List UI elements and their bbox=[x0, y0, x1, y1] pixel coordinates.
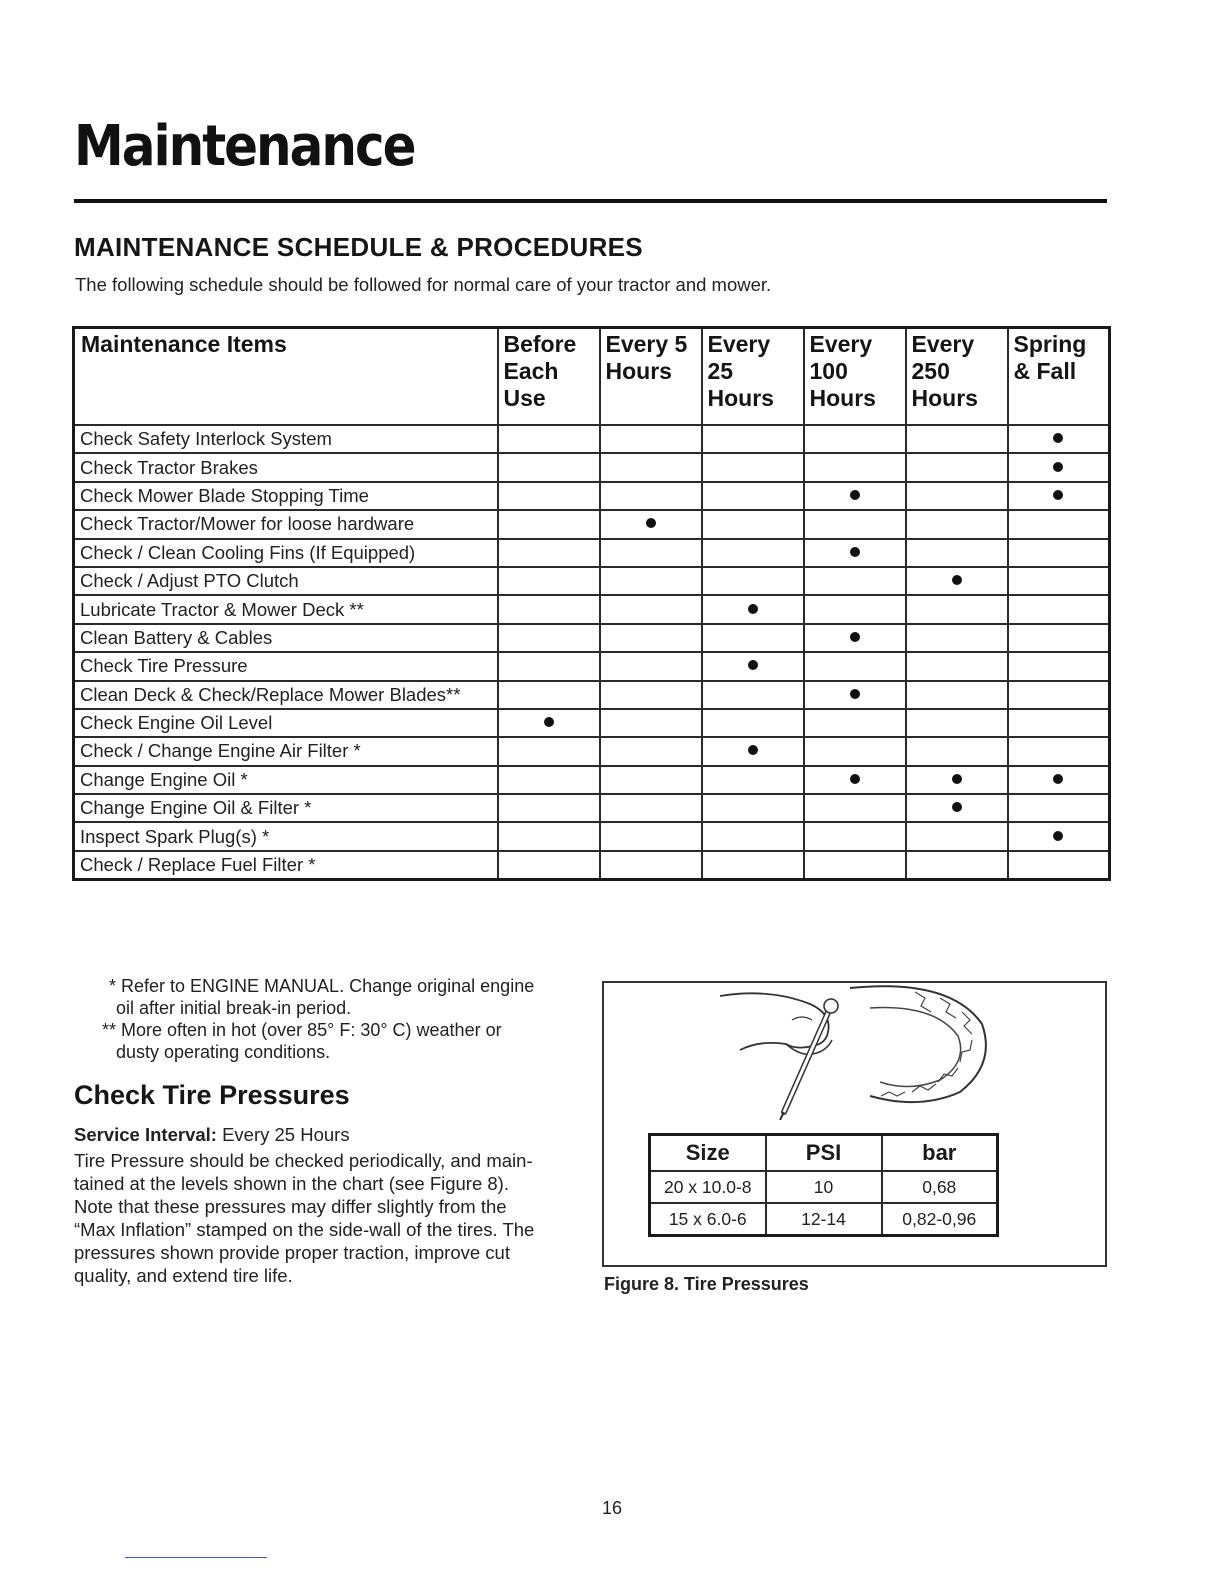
schedule-cell bbox=[1008, 681, 1110, 709]
schedule-cell bbox=[1008, 709, 1110, 737]
schedule-cell bbox=[1008, 652, 1110, 680]
pressure-cell: 0,82-0,96 bbox=[882, 1203, 998, 1236]
column-header-interval bbox=[906, 328, 1008, 426]
column-header-interval bbox=[600, 328, 702, 426]
schedule-cell bbox=[804, 567, 906, 595]
footnote-symbol: ** bbox=[101, 1020, 116, 1040]
column-header-line: Every bbox=[809, 331, 873, 357]
schedule-cell bbox=[600, 681, 702, 709]
pressure-cell: 20 x 10.0-8 bbox=[650, 1171, 766, 1203]
column-header-interval bbox=[702, 328, 804, 426]
schedule-cell bbox=[702, 624, 804, 652]
column-header-interval bbox=[804, 328, 906, 426]
footnote-double-star bbox=[74, 1019, 502, 1063]
maintenance-item: Lubricate Tractor & Mower Deck ** bbox=[74, 595, 498, 623]
column-header-line: Use bbox=[503, 385, 546, 411]
tire-pressure-heading: Check Tire Pressures bbox=[74, 1080, 350, 1110]
schedule-mark-bullet bbox=[544, 717, 554, 727]
schedule-row bbox=[74, 794, 1110, 822]
schedule-cell bbox=[804, 425, 906, 453]
schedule-cell bbox=[1008, 482, 1110, 510]
schedule-cell bbox=[1008, 794, 1110, 822]
pressure-row bbox=[650, 1171, 998, 1203]
schedule-cell bbox=[498, 567, 600, 595]
schedule-cell bbox=[702, 737, 804, 765]
schedule-cell bbox=[906, 681, 1008, 709]
schedule-cell bbox=[906, 766, 1008, 794]
schedule-row bbox=[74, 652, 1110, 680]
maintenance-item: Check Tractor/Mower for loose hardware bbox=[74, 510, 498, 538]
schedule-row bbox=[74, 510, 1110, 538]
schedule-cell bbox=[906, 851, 1008, 880]
schedule-mark-bullet bbox=[850, 689, 860, 699]
maintenance-item: Check Engine Oil Level bbox=[74, 709, 498, 737]
schedule-row bbox=[74, 567, 1110, 595]
schedule-cell bbox=[804, 595, 906, 623]
schedule-cell bbox=[1008, 425, 1110, 453]
schedule-cell bbox=[702, 766, 804, 794]
schedule-mark-bullet bbox=[850, 774, 860, 784]
schedule-cell bbox=[702, 681, 804, 709]
schedule-mark-bullet bbox=[850, 632, 860, 642]
schedule-cell bbox=[906, 482, 1008, 510]
section-heading: MAINTENANCE SCHEDULE & PROCEDURES bbox=[74, 232, 643, 262]
schedule-cell bbox=[600, 539, 702, 567]
schedule-row bbox=[74, 737, 1110, 765]
schedule-cell bbox=[906, 595, 1008, 623]
schedule-cell bbox=[804, 681, 906, 709]
schedule-cell bbox=[498, 822, 600, 850]
schedule-cell bbox=[906, 453, 1008, 481]
schedule-cell bbox=[906, 567, 1008, 595]
schedule-mark-bullet bbox=[952, 774, 962, 784]
schedule-cell bbox=[498, 539, 600, 567]
schedule-cell bbox=[600, 425, 702, 453]
schedule-cell bbox=[906, 624, 1008, 652]
maintenance-item: Clean Deck & Check/Replace Mower Blades** bbox=[74, 681, 498, 709]
column-header-line: Hours bbox=[809, 385, 876, 411]
schedule-cell bbox=[804, 766, 906, 794]
service-interval bbox=[74, 1124, 350, 1146]
schedule-cell bbox=[1008, 539, 1110, 567]
footnote-line: Refer to ENGINE MANUAL. Change original engine bbox=[121, 976, 535, 996]
schedule-mark-bullet bbox=[1053, 433, 1063, 443]
column-header-line: Hours bbox=[911, 385, 978, 411]
schedule-cell bbox=[702, 510, 804, 538]
pressure-cell: 15 x 6.0-6 bbox=[650, 1203, 766, 1236]
schedule-mark-bullet bbox=[748, 604, 758, 614]
schedule-cell bbox=[702, 482, 804, 510]
schedule-mark-bullet bbox=[850, 547, 860, 557]
schedule-cell bbox=[600, 595, 702, 623]
intro-text: The following schedule should be followed for normal care of your tractor and mower. bbox=[75, 274, 772, 295]
service-interval-label: Service Interval: bbox=[74, 1124, 217, 1145]
maintenance-item: Check / Clean Cooling Fins (If Equipped) bbox=[74, 539, 498, 567]
schedule-cell bbox=[804, 851, 906, 880]
footnote-line: oil after initial break-in period. bbox=[116, 998, 352, 1018]
schedule-mark-bullet bbox=[1053, 774, 1063, 784]
pressure-row bbox=[650, 1203, 998, 1236]
schedule-row bbox=[74, 482, 1110, 510]
schedule-cell bbox=[498, 709, 600, 737]
schedule-cell bbox=[804, 453, 906, 481]
column-header-interval bbox=[1008, 328, 1110, 426]
schedule-cell bbox=[702, 822, 804, 850]
schedule-mark-bullet bbox=[1053, 490, 1063, 500]
maintenance-item: Change Engine Oil * bbox=[74, 766, 498, 794]
schedule-cell bbox=[906, 425, 1008, 453]
schedule-cell bbox=[1008, 595, 1110, 623]
schedule-cell bbox=[498, 681, 600, 709]
schedule-cell bbox=[702, 453, 804, 481]
column-header-line: 100 bbox=[809, 358, 848, 384]
schedule-cell bbox=[600, 453, 702, 481]
schedule-mark-bullet bbox=[952, 802, 962, 812]
footer-rule bbox=[125, 1557, 267, 1558]
schedule-cell bbox=[600, 567, 702, 595]
schedule-row bbox=[74, 709, 1110, 737]
column-header-line: & Fall bbox=[1013, 358, 1077, 384]
schedule-cell bbox=[702, 567, 804, 595]
schedule-mark-bullet bbox=[748, 745, 758, 755]
schedule-mark-bullet bbox=[952, 575, 962, 585]
column-header-line: Hours bbox=[707, 385, 774, 411]
pressure-cell: 0,68 bbox=[882, 1171, 998, 1203]
pressure-header-psi: PSI bbox=[766, 1135, 882, 1172]
footnote-symbol: * bbox=[108, 976, 116, 996]
maintenance-item: Check / Change Engine Air Filter * bbox=[74, 737, 498, 765]
maintenance-item: Check Safety Interlock System bbox=[74, 425, 498, 453]
schedule-cell bbox=[1008, 510, 1110, 538]
maintenance-item: Inspect Spark Plug(s) * bbox=[74, 822, 498, 850]
schedule-row bbox=[74, 453, 1110, 481]
schedule-row bbox=[74, 595, 1110, 623]
schedule-cell bbox=[1008, 453, 1110, 481]
schedule-cell bbox=[1008, 567, 1110, 595]
pressure-header-size: Size bbox=[650, 1135, 766, 1172]
schedule-cell bbox=[1008, 624, 1110, 652]
page-title: Maintenance bbox=[74, 113, 415, 179]
maintenance-item: Check Tractor Brakes bbox=[74, 453, 498, 481]
schedule-cell bbox=[804, 652, 906, 680]
schedule-cell bbox=[498, 425, 600, 453]
schedule-cell bbox=[498, 851, 600, 880]
schedule-cell bbox=[702, 595, 804, 623]
schedule-cell bbox=[498, 652, 600, 680]
schedule-cell bbox=[702, 539, 804, 567]
pressure-header-bar: bar bbox=[882, 1135, 998, 1172]
schedule-cell bbox=[600, 794, 702, 822]
paragraph-line: Tire Pressure should be checked periodically, and main- bbox=[74, 1150, 533, 1171]
schedule-mark-bullet bbox=[850, 490, 860, 500]
schedule-cell bbox=[498, 453, 600, 481]
footnote-line: More often in hot (over 85° F: 30° C) weather or bbox=[121, 1020, 502, 1040]
schedule-cell bbox=[906, 822, 1008, 850]
schedule-mark-bullet bbox=[1053, 462, 1063, 472]
maintenance-item: Change Engine Oil & Filter * bbox=[74, 794, 498, 822]
schedule-row bbox=[74, 624, 1110, 652]
schedule-row bbox=[74, 766, 1110, 794]
tire-gauge-illustration bbox=[700, 984, 1000, 1120]
schedule-cell bbox=[804, 822, 906, 850]
schedule-cell bbox=[498, 624, 600, 652]
footnote-line: dusty operating conditions. bbox=[116, 1042, 331, 1062]
schedule-cell bbox=[702, 709, 804, 737]
schedule-cell bbox=[702, 851, 804, 880]
column-header-line: Hours bbox=[605, 358, 672, 384]
schedule-cell bbox=[906, 737, 1008, 765]
schedule-cell bbox=[600, 510, 702, 538]
page-number: 16 bbox=[601, 1498, 623, 1518]
schedule-cell bbox=[600, 709, 702, 737]
maintenance-schedule-table bbox=[72, 326, 1111, 881]
figure-caption: Figure 8. Tire Pressures bbox=[604, 1274, 809, 1294]
schedule-cell bbox=[906, 794, 1008, 822]
schedule-row bbox=[74, 539, 1110, 567]
tire-pressure-paragraph bbox=[74, 1149, 574, 1287]
paragraph-line: quality, and extend tire life. bbox=[74, 1265, 293, 1286]
column-header-line: Spring bbox=[1013, 331, 1087, 357]
column-header-line: Maintenance Items bbox=[81, 331, 287, 357]
schedule-cell bbox=[600, 624, 702, 652]
tire-pressure-table bbox=[648, 1133, 999, 1237]
schedule-cell bbox=[906, 652, 1008, 680]
paragraph-line: Note that these pressures may differ slightly from the bbox=[74, 1196, 507, 1217]
schedule-cell bbox=[804, 482, 906, 510]
schedule-cell bbox=[804, 737, 906, 765]
schedule-cell bbox=[600, 766, 702, 794]
column-header-items bbox=[74, 328, 498, 426]
paragraph-line: “Max Inflation” stamped on the side-wall of the tires. The bbox=[74, 1219, 535, 1240]
schedule-cell bbox=[804, 794, 906, 822]
schedule-cell bbox=[702, 652, 804, 680]
maintenance-item: Check Mower Blade Stopping Time bbox=[74, 482, 498, 510]
schedule-cell bbox=[906, 510, 1008, 538]
schedule-cell bbox=[702, 794, 804, 822]
schedule-mark-bullet bbox=[646, 518, 656, 528]
schedule-cell bbox=[600, 482, 702, 510]
schedule-cell bbox=[804, 539, 906, 567]
schedule-row bbox=[74, 851, 1110, 880]
pressure-cell: 12-14 bbox=[766, 1203, 882, 1236]
schedule-cell bbox=[804, 510, 906, 538]
schedule-cell bbox=[600, 822, 702, 850]
schedule-cell bbox=[1008, 822, 1110, 850]
service-interval-value: Every 25 Hours bbox=[222, 1124, 350, 1145]
footnote-single-star bbox=[74, 975, 534, 1019]
schedule-cell bbox=[906, 539, 1008, 567]
paragraph-line: pressures shown provide proper traction, improve cut bbox=[74, 1242, 510, 1263]
schedule-cell bbox=[702, 425, 804, 453]
schedule-cell bbox=[498, 766, 600, 794]
maintenance-item: Check / Replace Fuel Filter * bbox=[74, 851, 498, 880]
schedule-mark-bullet bbox=[748, 660, 758, 670]
schedule-cell bbox=[804, 709, 906, 737]
column-header-line: Every bbox=[911, 331, 975, 357]
column-header-line: 25 bbox=[707, 358, 734, 384]
schedule-cell bbox=[600, 851, 702, 880]
maintenance-item: Clean Battery & Cables bbox=[74, 624, 498, 652]
column-header-line: 250 bbox=[911, 358, 950, 384]
schedule-row bbox=[74, 681, 1110, 709]
schedule-header-row bbox=[74, 328, 1110, 426]
schedule-row bbox=[74, 425, 1110, 453]
pressure-header-row bbox=[650, 1135, 998, 1172]
column-header-line: Each bbox=[503, 358, 559, 384]
column-header-line: Every 5 bbox=[605, 331, 688, 357]
schedule-row bbox=[74, 822, 1110, 850]
schedule-mark-bullet bbox=[1053, 831, 1063, 841]
column-header-line: Before bbox=[503, 331, 577, 357]
schedule-cell bbox=[498, 794, 600, 822]
schedule-cell bbox=[906, 709, 1008, 737]
pressure-cell: 10 bbox=[766, 1171, 882, 1203]
schedule-cell bbox=[600, 652, 702, 680]
schedule-cell bbox=[498, 595, 600, 623]
schedule-cell bbox=[1008, 737, 1110, 765]
schedule-cell bbox=[498, 737, 600, 765]
maintenance-item: Check / Adjust PTO Clutch bbox=[74, 567, 498, 595]
title-divider bbox=[74, 199, 1107, 203]
schedule-cell bbox=[600, 737, 702, 765]
paragraph-line: tained at the levels shown in the chart (see Figure 8). bbox=[74, 1173, 509, 1194]
schedule-cell bbox=[498, 510, 600, 538]
column-header-line: Every bbox=[707, 331, 771, 357]
schedule-cell bbox=[498, 482, 600, 510]
schedule-cell bbox=[804, 624, 906, 652]
schedule-cell bbox=[1008, 766, 1110, 794]
maintenance-item: Check Tire Pressure bbox=[74, 652, 498, 680]
column-header-interval bbox=[498, 328, 600, 426]
schedule-cell bbox=[1008, 851, 1110, 880]
